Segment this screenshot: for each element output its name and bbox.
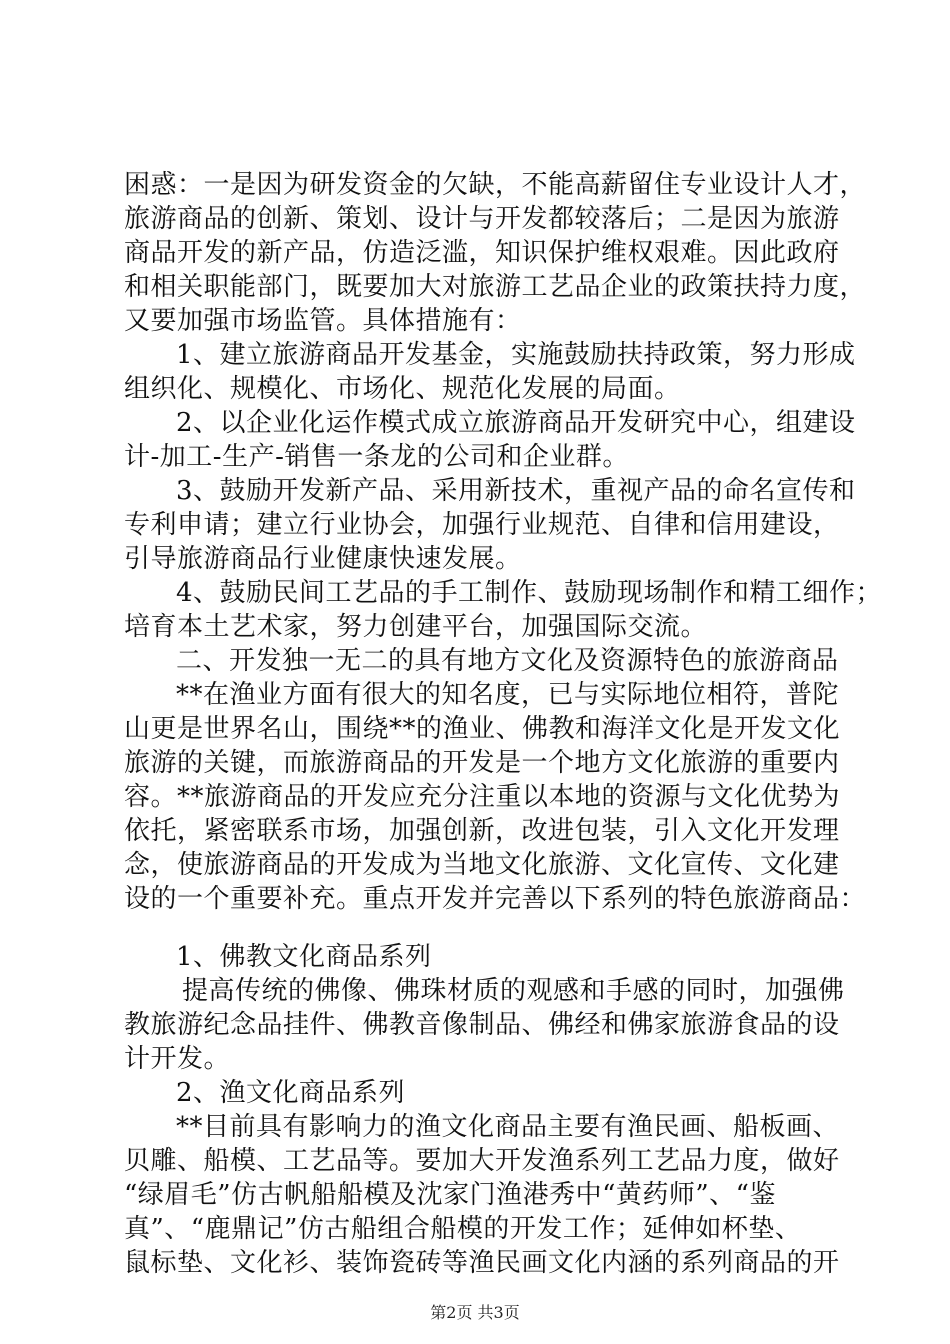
body-text-line: 组织化、规模化、市场化、规范化发展的局面。 [124,374,681,404]
body-text-line: 旅游商品的创新、策划、设计与开发都较落后；二是因为旅游 [124,204,840,234]
section-heading: 二、开发独一无二的具有地方文化及资源特色的旅游商品 [176,646,839,676]
body-text-line: 商品开发的新产品，仿造泛滥，知识保护维权艰难。因此政府 [124,238,840,268]
body-text-line: 容。**旅游商品的开发应充分注重以本地的资源与文化优势为 [124,782,841,812]
body-text-line: 和相关职能部门，既要加大对旅游工艺品企业的政策扶持力度， [124,272,867,302]
list-item-line: 1、建立旅游商品开发基金，实施鼓励扶持政策，努力形成 [176,340,856,370]
subsection-heading: 2、渔文化商品系列 [176,1078,406,1108]
page-footer: 第2页 共3页 [430,1303,520,1322]
body-text-line: 专利申请；建立行业协会，加强行业规范、自律和信用建设， [124,510,840,540]
body-text-line: 计-加工-生产-销售一条龙的公司和企业群。 [124,442,629,472]
body-text-line: 引导旅游商品行业健康快速发展。 [124,544,522,574]
body-text-line: 计开发。 [124,1044,231,1074]
body-text-line: “绿眉毛”仿古帆船船模及沈家门渔港秀中“黄药师”、“鉴 [124,1180,776,1210]
body-text-line: **目前具有影响力的渔文化商品主要有渔民画、船板画、 [176,1112,840,1142]
body-text-line: 鼠标垫、文化衫、装饰瓷砖等渔民画文化内涵的系列商品的开 [124,1248,840,1278]
body-text-line: **在渔业方面有很大的知名度，已与实际地位相符，普陀 [176,680,840,710]
list-item-line: 2、以企业化运作模式成立旅游商品开发研究中心，组建设 [176,408,856,438]
body-text-line: 困惑：一是因为研发资金的欠缺，不能高薪留住专业设计人才， [124,170,867,200]
body-text-line: 念，使旅游商品的开发成为当地文化旅游、文化宣传、文化建 [124,850,840,880]
list-item-line: 3、鼓励开发新产品、采用新技术，重视产品的命名宣传和 [176,476,856,506]
body-text-line: 真”、“鹿鼎记”仿古船组合船模的开发工作；延伸如杯垫、 [124,1214,802,1244]
body-text-line: 又要加强市场监管。具体措施有： [124,306,522,336]
body-text-line: 教旅游纪念品挂件、佛教音像制品、佛经和佛家旅游食品的设 [124,1010,840,1040]
body-text-line: 山更是世界名山，围绕**的渔业、佛教和海洋文化是开发文化 [124,714,841,744]
body-text-line: 依托，紧密联系市场，加强创新，改进包装，引入文化开发理 [124,816,840,846]
subsection-heading: 1、佛教文化商品系列 [176,942,432,972]
body-text-line: 设的一个重要补充。重点开发并完善以下系列的特色旅游商品： [124,884,867,914]
body-text-line: 培育本土艺术家，努力创建平台，加强国际交流。 [124,612,708,642]
body-text-line: 提高传统的佛像、佛珠材质的观感和手感的同时，加强佛 [182,976,845,1006]
body-text-line: 贝雕、船模、工艺品等。要加大开发渔系列工艺品力度，做好 [124,1146,840,1176]
body-text-line: 旅游的关键，而旅游商品的开发是一个地方文化旅游的重要内 [124,748,840,778]
list-item-line: 4、鼓励民间工艺品的手工制作、鼓励现场制作和精工细作； [176,578,883,608]
